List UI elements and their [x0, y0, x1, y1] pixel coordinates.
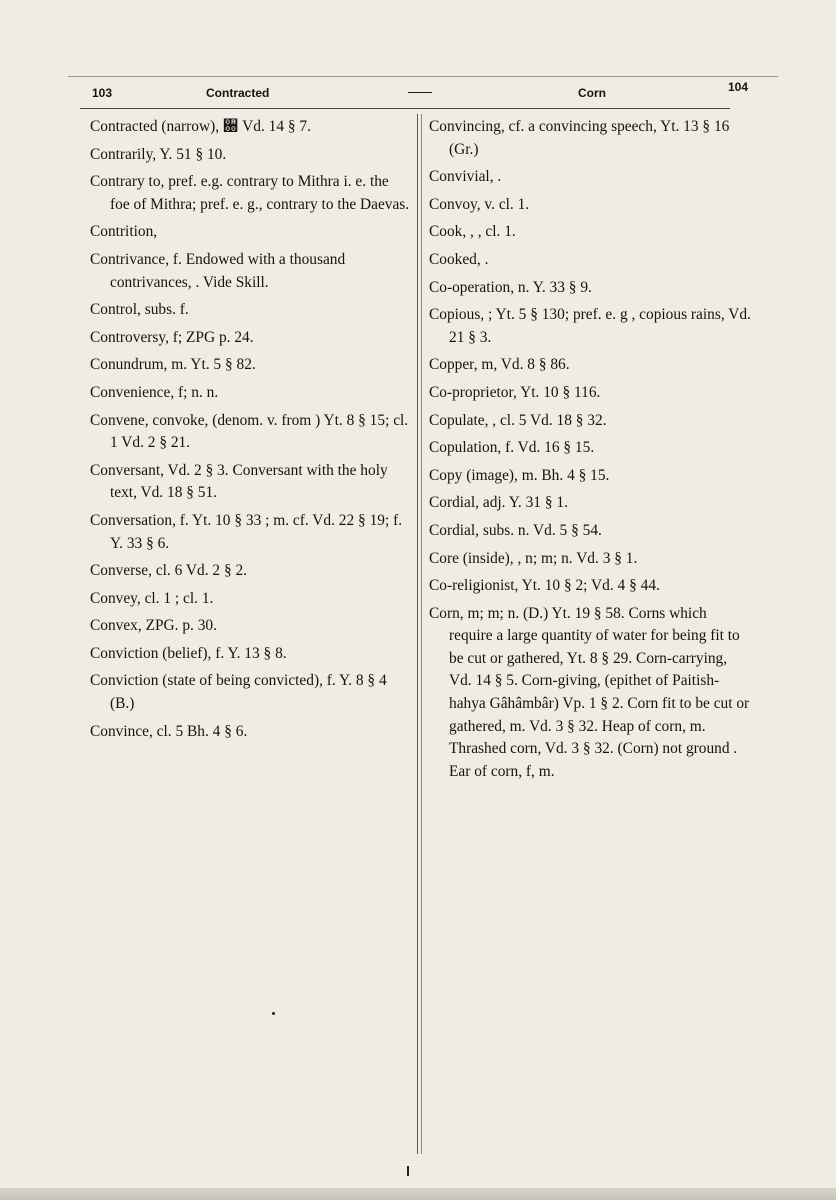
left-page-number: 103: [92, 86, 113, 100]
dictionary-entry: Conversation, f. Yt. 10 § 33 ; m. cf. Vd. 22 § 19; f. Y. 33 § 6.: [90, 511, 403, 552]
dictionary-entry: Conviction (state of being convicted), f. Y. 8 § 4 (B.): [90, 672, 387, 713]
dictionary-entry: Cooked, .: [429, 250, 489, 268]
dictionary-entry: Conviction (belief), f. Y. 13 § 8.: [90, 644, 287, 662]
dictionary-entry: Co-religionist, Yt. 10 § 2; Vd. 4 § 44.: [429, 577, 660, 595]
page-bottom-edge: [0, 1188, 836, 1200]
header-dash: [408, 92, 432, 93]
dictionary-entry: Control, subs. f.: [90, 301, 189, 319]
dictionary-entry: Convivial, .: [429, 168, 502, 186]
dictionary-entry: Controversy, f; ZPG p. 24.: [90, 328, 254, 346]
header-rule: [80, 108, 730, 109]
dictionary-entry: Core (inside), , n; m; n. Vd. 3 § 1.: [429, 549, 638, 567]
top-rule: [68, 76, 778, 77]
dictionary-entry: Convenience, f; n. n.: [90, 383, 219, 401]
dictionary-entry: Cordial, subs. n. Vd. 5 § 54.: [429, 521, 602, 539]
dictionary-entry: Corn, m; m; n. (D.) Yt. 19 § 58. Corns which require a large quantity of water for being fit to be cut or gathered, Yt. 8 § 29. Corn-carrying, Vd. 14 § 5. Corn-giving, (epithet of Paitish-hahya Gâhâmbâr) Vp. 1 § 2. Corn fit to be cut or gathered, m. Vd. 3 § 32. Heap of corn, m. Thrashed corn, Vd. 3 § 32. (Corn) not ground . Ear of corn, f, m.: [429, 604, 750, 780]
dictionary-entry: Convey, cl. 1 ; cl. 1.: [90, 589, 214, 607]
dictionary-entry: Convex, ZPG. p. 30.: [90, 617, 217, 635]
dictionary-entry: Conundrum, m. Yt. 5 § 82.: [90, 356, 256, 374]
dictionary-entry: Copulation, f. Vd. 16 § 15.: [429, 439, 595, 457]
dictionary-entry: Contrition,: [90, 223, 158, 241]
dictionary-entry: Contrarily, Y. 51 § 10.: [90, 145, 227, 163]
footer-mark: [407, 1166, 409, 1176]
dictionary-entry: Contrivance, f. Endowed with a thousand contrivances, . Vide Skill.: [90, 250, 346, 291]
right-guide-word: Corn: [578, 86, 606, 100]
dictionary-entry: Convoy, v. cl. 1.: [429, 195, 530, 213]
dictionary-entry: Convince, cl. 5 Bh. 4 § 6.: [90, 722, 248, 740]
dictionary-entry: Conversant, Vd. 2 § 3. Conversant with the holy text, Vd. 18 § 51.: [90, 461, 388, 502]
column-divider-inner: [421, 114, 422, 1154]
dictionary-entry: Copulate, , cl. 5 Vd. 18 § 32.: [429, 411, 607, 429]
dictionary-entry: Co-operation, n. Y. 33 § 9.: [429, 278, 592, 296]
stray-mark: [272, 1012, 275, 1015]
dictionary-entry: Copper, m, Vd. 8 § 86.: [429, 356, 570, 374]
dictionary-entry: Converse, cl. 6 Vd. 2 § 2.: [90, 562, 248, 580]
dictionary-entry: Copious, ; Yt. 5 § 130; pref. e. g , copious rains, Vd. 21 § 3.: [429, 306, 751, 346]
dictionary-entry: Cook, , , cl. 1.: [429, 223, 516, 241]
right-column: [429, 116, 751, 788]
dictionary-entry: Contracted (narrow), ਀ Vd. 14 § 7.: [90, 118, 311, 135]
dictionary-entry: Copy (image), m. Bh. 4 § 15.: [429, 466, 610, 484]
dictionary-entry: Contrary to, pref. e.g. contrary to Mithra i. e. the foe of Mithra; pref. e. g., contrary to the Daevas.: [90, 173, 410, 213]
column-divider: [417, 114, 418, 1154]
dictionary-entry: Convene, convoke, (denom. v. from ) Yt. 8 § 15; cl. 1 Vd. 2 § 21.: [90, 411, 409, 452]
right-page-number: 104: [728, 80, 749, 94]
dictionary-entry: Co-proprietor, Yt. 10 § 116.: [429, 383, 601, 401]
left-guide-word: Contracted: [206, 86, 270, 100]
left-column: [90, 116, 410, 748]
dictionary-entry: Convincing, cf. a convincing speech, Yt. 13 § 16 (Gr.): [429, 118, 730, 158]
dictionary-entry: Cordial, adj. Y. 31 § 1.: [429, 494, 568, 512]
